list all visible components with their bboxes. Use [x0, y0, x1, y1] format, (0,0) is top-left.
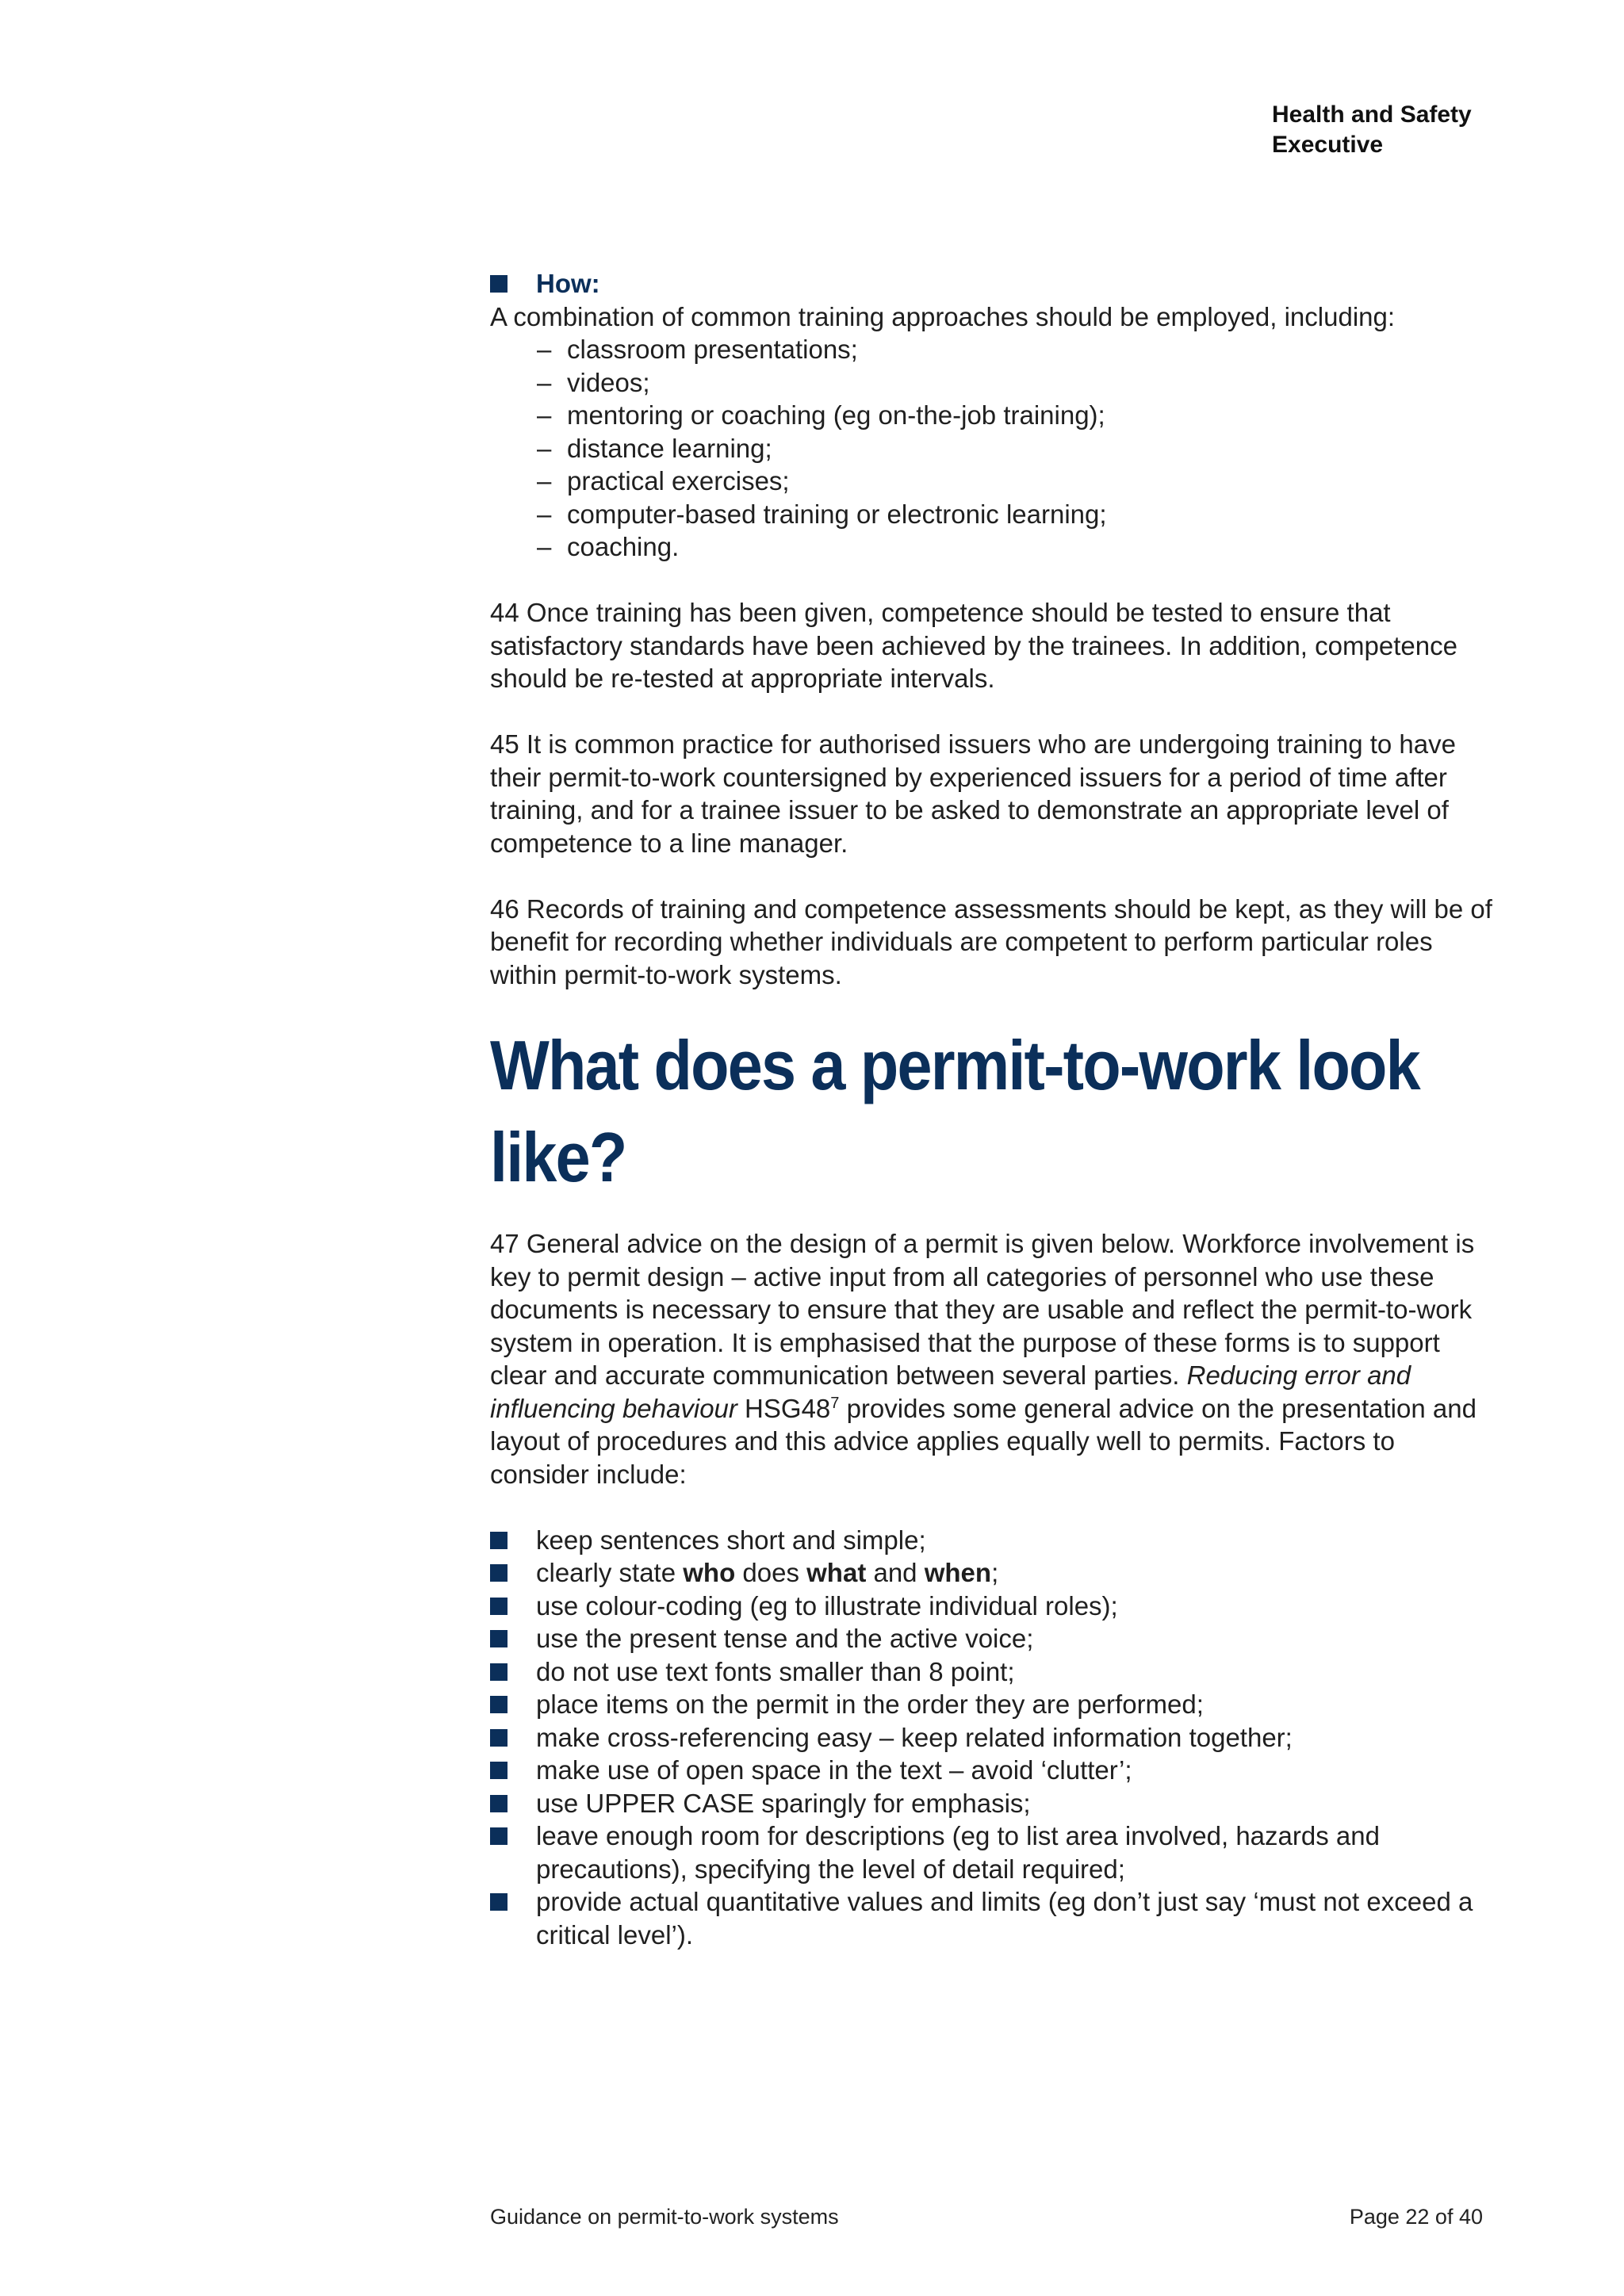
list-item: [490, 1556, 1497, 1590]
list-item-text: coaching.: [567, 532, 680, 561]
list-item: [490, 1655, 1497, 1689]
list-item: [490, 1524, 1497, 1557]
list-item: [537, 498, 1497, 531]
list-item: [537, 465, 1497, 498]
list-item-text: mentoring or coaching (eg on-the-job training);: [567, 400, 1105, 430]
list-item-text: distance learning;: [567, 433, 772, 463]
list-item-text: [536, 1556, 1497, 1590]
list-item-text: provide actual quantitative values and limits (eg don’t just say ‘must not exceed a critical level’).: [536, 1887, 1473, 1950]
paragraph-47-text-end: provides some general advice on the presentation and layout of procedures and this advice applies equally well to permits. Factors to consider include:: [490, 1393, 1477, 1489]
section-title: What does a permit-to-work look like?: [490, 1026, 1419, 1196]
spacer: [490, 859, 1497, 893]
list-item-text: place items on the permit in the order they are performed;: [536, 1689, 1204, 1719]
square-bullet-icon: [490, 1795, 508, 1812]
list-item-text: leave enough room for descriptions (eg to list area involved, hazards and precautions), specifying the level of detail required;: [536, 1821, 1380, 1884]
square-bullet-icon: [490, 1663, 508, 1681]
emphasis-when: when: [924, 1558, 992, 1587]
list-item-text: practical exercises;: [567, 466, 790, 496]
organisation-name-line1: Health and Safety: [1272, 101, 1472, 128]
square-bullet-icon: [490, 1729, 508, 1747]
square-bullet-icon: [490, 1893, 508, 1911]
dash-marker: –: [537, 400, 552, 430]
dash-marker: –: [537, 466, 552, 496]
how-intro: A combination of common training approaches should be employed, including:: [490, 301, 1396, 331]
paragraph-46: 46 Records of training and competence assessments should be kept, as they will be of benefit for recording whether individuals are competent to perform particular roles within permit-to-work systems.: [490, 894, 1492, 989]
list-item: [537, 333, 1497, 366]
paragraph-45: 45 It is common practice for authorised issuers who are undergoing training to have their permit-to-work countersigned by experienced issuers for a period of time after training, and for a trainee issuer to be asked to demonstrate an appropriate level of competence to a line manager.: [490, 729, 1456, 858]
list-item: [490, 1688, 1497, 1721]
spacer: [490, 695, 1497, 729]
how-heading-label: How:: [536, 269, 600, 298]
footnote-reference: 7: [830, 1394, 840, 1412]
paragraph-47: [490, 1227, 1497, 1490]
design-factors-list: [490, 1524, 1497, 1952]
square-bullet-icon: [490, 275, 508, 293]
list-item: [537, 432, 1497, 465]
footer-document-title: Guidance on permit-to-work systems: [490, 2205, 839, 2229]
list-item-text: keep sentences short and simple;: [536, 1525, 926, 1555]
list-item: [490, 1721, 1497, 1755]
list-item: [490, 1820, 1497, 1885]
spacer: [490, 1490, 1497, 1524]
list-item-text: make cross-referencing easy – keep related information together;: [536, 1722, 1293, 1752]
list-item: [490, 1787, 1497, 1820]
text-run: clearly state: [536, 1558, 684, 1587]
dash-marker: –: [537, 335, 552, 364]
page-content: [490, 267, 1497, 1951]
list-item-text: do not use text fonts smaller than 8 point;: [536, 1656, 1015, 1686]
square-bullet-icon: [490, 1827, 508, 1845]
emphasis-what: what: [806, 1558, 867, 1587]
text-run: and: [866, 1558, 925, 1587]
list-item-text: videos;: [567, 367, 650, 397]
text-run: ;: [991, 1558, 999, 1587]
dash-marker: –: [537, 433, 552, 463]
spacer: [490, 564, 1497, 597]
list-item-text: use colour-coding (eg to illustrate individual roles);: [536, 1590, 1118, 1621]
list-item-text: make use of open space in the text – avoid ‘clutter’;: [536, 1755, 1132, 1785]
text-run: does: [735, 1558, 807, 1587]
organisation-name-line2: Executive: [1272, 132, 1384, 158]
paragraph-47-text: 47 General advice on the design of a permit is given below. Workforce involvement is key to permit design – active input from all categories of personnel who use these documents is necessary to ensure that they are usable and reflect the permit-to-work system in operation. It is emphasised that the purpose of these forms is to support clear and accurate communication between several parties.: [490, 1229, 1475, 1390]
dash-marker: –: [537, 367, 552, 397]
list-item: [537, 399, 1497, 432]
publication-title: Reducing error and influencing behaviour: [490, 1360, 1411, 1423]
dash-marker: –: [537, 499, 552, 529]
list-item-text: use UPPER CASE sparingly for emphasis;: [536, 1788, 1031, 1818]
square-bullet-icon: [490, 1696, 508, 1713]
list-item: [537, 530, 1497, 564]
footer-page-number: Page 22 of 40: [1349, 2205, 1483, 2229]
square-bullet-icon: [490, 1598, 508, 1615]
paragraph-44: 44 Once training has been given, competence should be tested to ensure that satisfactory standards have been achieved by the trainees. In addition, competence should be re-tested at appropriate intervals.: [490, 598, 1457, 693]
list-item: [490, 1754, 1497, 1787]
emphasis-who: who: [683, 1558, 736, 1587]
list-item-text: use the present tense and the active voice;: [536, 1624, 1034, 1653]
dash-marker: –: [537, 532, 552, 561]
list-item-text: classroom presentations;: [567, 335, 858, 364]
list-item: [490, 1590, 1497, 1623]
list-item: [490, 1622, 1497, 1655]
publication-reference: HSG48: [737, 1393, 831, 1423]
how-heading: [490, 267, 1497, 300]
square-bullet-icon: [490, 1630, 508, 1647]
list-item: [490, 1885, 1497, 1951]
list-item-text: computer-based training or electronic learning;: [567, 499, 1107, 529]
square-bullet-icon: [490, 1564, 508, 1582]
square-bullet-icon: [490, 1532, 508, 1549]
organisation-name: [1272, 100, 1510, 160]
list-item: [537, 366, 1497, 400]
square-bullet-icon: [490, 1762, 508, 1779]
training-approaches-list: [490, 333, 1497, 564]
